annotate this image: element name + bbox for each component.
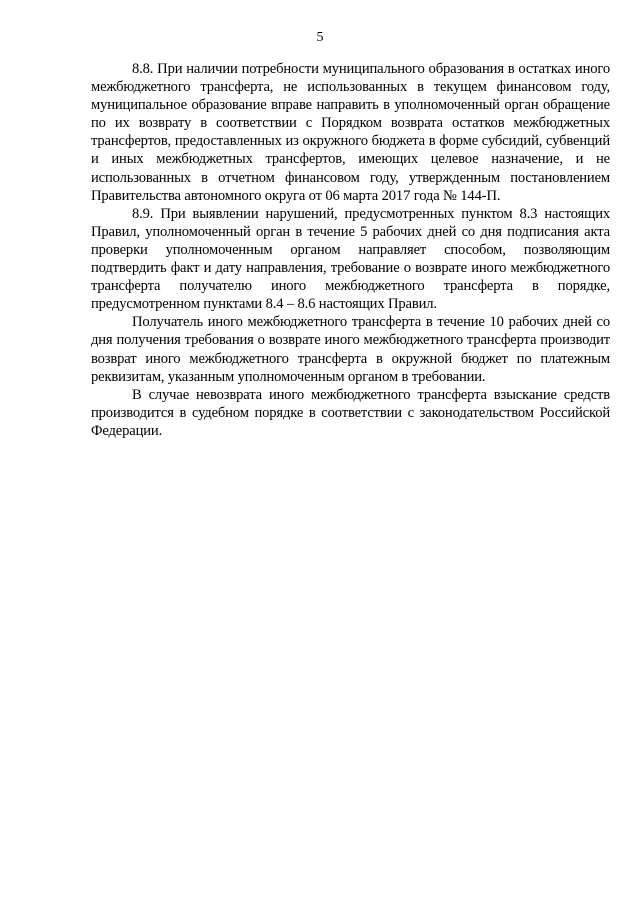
document-body [91,60,610,440]
paragraph-recipient-return: Получатель иного межбюджетного трансферта в течение 10 рабочих дней со дня получения требования о возврате иного межбюджетного трансферта производит возврат иного межбюджетного трансферта в окружной бюджет по платежным реквизитам, указанным уполномоченным органом в требовании. [91,314,610,385]
paragraph-court-recovery: В случае невозврата иного межбюджетного трансферта взыскание средств производится в судебном порядке в соответствии с законодательством Российской Федерации. [91,386,610,439]
paragraph-8-8: 8.8. При наличии потребности муниципального образования в остатках иного межбюджетного трансферта, не использованных в текущем финансовом году, муниципальное образование вправе направить в уполномоченный орган обращение по их возврату в соответствии с Порядком возврата остатков межбюджетных трансфертов, предоставленных из окружного бюджета в форме субсидий, субвенций и иных межбюджетных трансфертов, имеющих целевое назначение, и не использованных в отчетном финансовом году, утвержденным постановлением Правительства автономного округа от 06 марта 2017 года № 144-П. [91,61,610,204]
page-number: 5 [316,30,324,45]
paragraph-8-9: 8.9. При выявлении нарушений, предусмотренных пунктом 8.3 настоящих Правил, уполномоченный орган в течение 5 рабочих дней со дня подписания акта проверки уполномоченным органом направляет способом, позволяющим подтвердить факт и дату направления, требование о возврате иного межбюджетного трансферта получателю иного межбюджетного трансферта в порядке, предусмотренном пунктами 8.4 – 8.6 настоящих Правил. [91,205,610,313]
